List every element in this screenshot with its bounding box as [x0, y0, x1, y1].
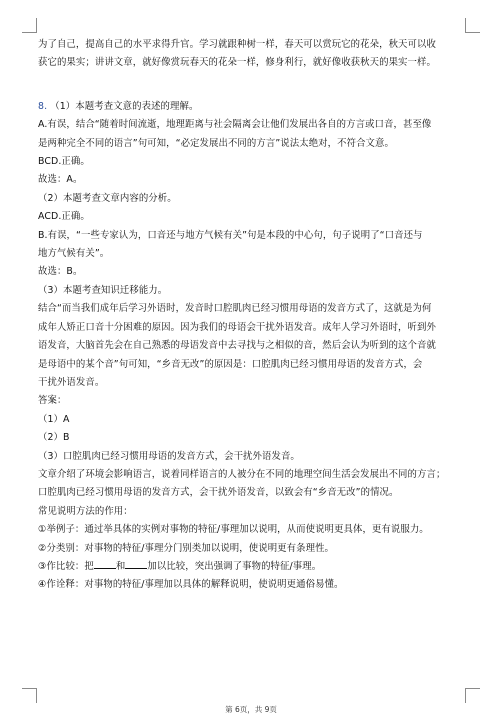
methods-heading: 常见说明方法的作用： — [38, 505, 133, 517]
answer-label: 答案： — [38, 395, 67, 407]
text-line: BCD.正确。 — [38, 156, 90, 168]
text-line: 故选：B。 — [38, 266, 83, 278]
text-line: 结合“而当我们成年后学习外语时，发音时口腔肌肉已经习惯用母语的发音方式了，这就是为何 — [38, 303, 432, 315]
text-line: 是两种完全不同的语言”句可知，“必定发展出不同的方言”说法太绝对，不符合文意。 — [38, 137, 394, 149]
summary-line: 口腔肌肉已经习惯用母语的发音方式，会干扰外语发音，以致会有“乡音无改”的情况。 — [38, 487, 399, 499]
text-line: 为了自己，提高自己的水平求得升官。学习就跟种树一样，春天可以赏玩它的花朵，秋天可以收 — [38, 39, 436, 50]
method-comparison-part-c: 加以比较，突出强调了事物的特征/事理。 — [147, 560, 322, 572]
page-footer — [0, 704, 502, 715]
text-line: 故选：A。 — [38, 174, 83, 186]
summary-line: 文章介绍了环境会影响语言，说着同样语言的人被分在不同的地理空间生活会发展出不同的方言； — [38, 468, 446, 480]
answer-item: （2）B — [38, 432, 70, 444]
question-number: 8. — [38, 100, 48, 112]
answer-item: （3）口腔肌肉已经习惯用母语的发音方式，会干扰外语发音。 — [38, 450, 300, 462]
text-line: B.有误，“一些专家认为，口音还与地方气候有关”句是本段的中心句，句子说明了“口音还与 — [38, 229, 423, 241]
document-body — [38, 36, 470, 595]
method-comparison-part-a: ③作比较：把 — [38, 560, 94, 572]
method-example: ①举例子：通过举具体的实例对事物的特征/事理加以说明，从而使说明更具体，更有说服力。 — [38, 524, 429, 536]
part2-heading: （2）本题考查文章内容的分析。 — [38, 192, 177, 204]
method-comparison — [38, 558, 470, 576]
text-line: 地方气候有关”。 — [38, 248, 110, 260]
crop-mark-top-left — [22, 18, 37, 33]
part3-heading: （3）本题考查知识迁移能力。 — [38, 284, 168, 296]
text-line: ACD.正确。 — [38, 211, 90, 223]
method-classification: ②分类别：对事物的特征/事理分门别类加以说明，使说明更有条理性。 — [38, 542, 335, 554]
crop-mark-bottom-left — [22, 688, 37, 703]
text-line: A.有误，结合“随着时间流逝，地理距离与社会隔离会让他们发展出各自的方言或口音，甚至像 — [38, 119, 432, 131]
crop-mark-top-right — [465, 18, 480, 33]
method-comparison-part-b: 和 — [115, 560, 126, 572]
question-8-part1-heading — [38, 98, 470, 116]
text-line: 干扰外语发音。 — [38, 376, 105, 388]
text-line: 成年人矫正口音十分困难的原因。因为我们的母语会干扰外语发音。成年人学习外语时，听到外 — [38, 321, 436, 333]
text-line: 语发音，大脑首先会在自己熟悉的母语发音中去寻找与之相似的音，然后会认为听到的这个音就 — [38, 340, 436, 352]
fill-blank — [94, 559, 116, 569]
page-number: 第 6页，共 9页 — [225, 705, 277, 714]
answer-item: （1）A — [38, 413, 70, 425]
text-line: 获它的果实；讲讲文章，就好像赏玩春天的花朵一样，修身利行，就好像收获秋天的果实一样。 — [38, 57, 436, 69]
crop-mark-bottom-right — [465, 688, 480, 703]
part1-heading: （1）本题考查文意的表述的理解。 — [50, 100, 199, 112]
fill-blank — [125, 559, 147, 569]
text-line: 是母语中的某个音”句可知，“乡音无改”的原因是：口腔肌肉已经习惯用母语的发音方式，会 — [38, 358, 423, 370]
method-explanation: ④作诠释：对事物的特征/事理加以具体的解释说明，使说明更通俗易懂。 — [38, 579, 344, 591]
